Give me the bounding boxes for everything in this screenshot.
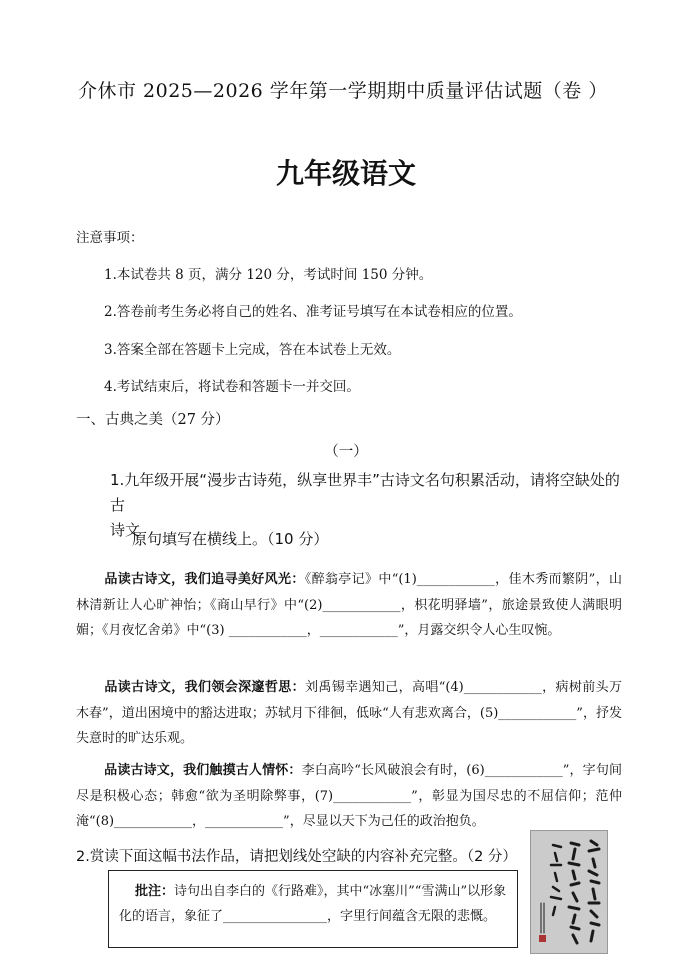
exam-header: 介休市 2025—2026 学年第一学期期中质量评估试题（卷 ） — [78, 80, 608, 102]
paragraph-scenery — [76, 567, 622, 644]
notice-item-1: 1.本试卷共 8 页，满分 120 分，考试时间 150 分钟。 — [104, 267, 433, 283]
paragraph-sentiment — [76, 758, 622, 835]
notice-item-2: 2.答卷前考生务必将自己的姓名、准考证号填写在本试卷相应的位置。 — [104, 304, 522, 320]
paragraph-sentiment-body: 李白高吟“长风破浪会有时，(6)____________”，字句间尽是积极心态；韩愈“欲为圣明除弊事，(7)____________”，彰显为国尽忠的不屈信仰；范仲淹“(8)____________，____________”，尽显以天下为己任的政治抱负。 — [76, 763, 622, 829]
paragraph-scenery-body: 《醉翁亭记》中“(1)____________，佳木秀而繁阴”，山林清新让人心旷神怡；《商山早行》中“(2)____________，枳花明驿墙”，旅途景致使人满眼明媚；《月夜忆舍弟》中“(3) ____________，____________”，月露交织令人心生叹惋。 — [76, 572, 622, 638]
notice-heading: 注意事项： — [76, 230, 144, 246]
annotation-body: 诗句出自李白的《行路难》，其中“冰塞川”“雪满山”以形象化的语言，象征了________________，字里行间蕴含无限的悲慨。 — [119, 884, 507, 924]
paragraph-scenery-lead: 品读古诗文，我们追寻美好风光： — [104, 572, 305, 587]
question-2: 2.赏读下面这幅书法作品，请把划线处空缺的内容补充完整。（2 分） — [76, 849, 517, 865]
subsection-heading: （一） — [324, 444, 368, 460]
question-1-line-1: 1.九年级开展“漫步古诗苑，纵享世界丰”古诗文名句积累活动，请将空缺处的古 — [110, 471, 620, 514]
annotation-label: 批注： — [135, 884, 175, 899]
section-heading: 一、古典之美（27 分） — [76, 412, 230, 428]
paragraph-philosophy-lead: 品读古诗文，我们领会深邃哲思： — [104, 680, 305, 695]
question-1-line-2: 诗文 — [110, 521, 141, 539]
notice-item-3: 3.答案全部在答题卡上完成，答在本试卷上无效。 — [104, 342, 401, 358]
exam-title: 九年级语文 — [275, 157, 416, 190]
question-1-line-3: 原句填写在横线上。（10 分） — [132, 530, 329, 548]
annotation-box — [108, 870, 518, 948]
calligraphy-icon — [531, 831, 607, 953]
notice-item-4: 4.考试结束后，将试卷和答题卡一并交回。 — [104, 379, 360, 395]
calligraphy-artwork — [530, 830, 608, 954]
paragraph-philosophy — [76, 675, 622, 752]
paragraph-sentiment-lead: 品读古诗文，我们触摸古人情怀： — [104, 763, 302, 778]
paragraph-philosophy-body: 刘禹锡幸遇知己，高唱“(4)____________，病树前头万木春”，道出困境中的豁达进取；苏轼月下徘徊，低咏“人有悲欢离合，(5)____________”，抒发失意时的旷达乐观。 — [76, 680, 622, 746]
